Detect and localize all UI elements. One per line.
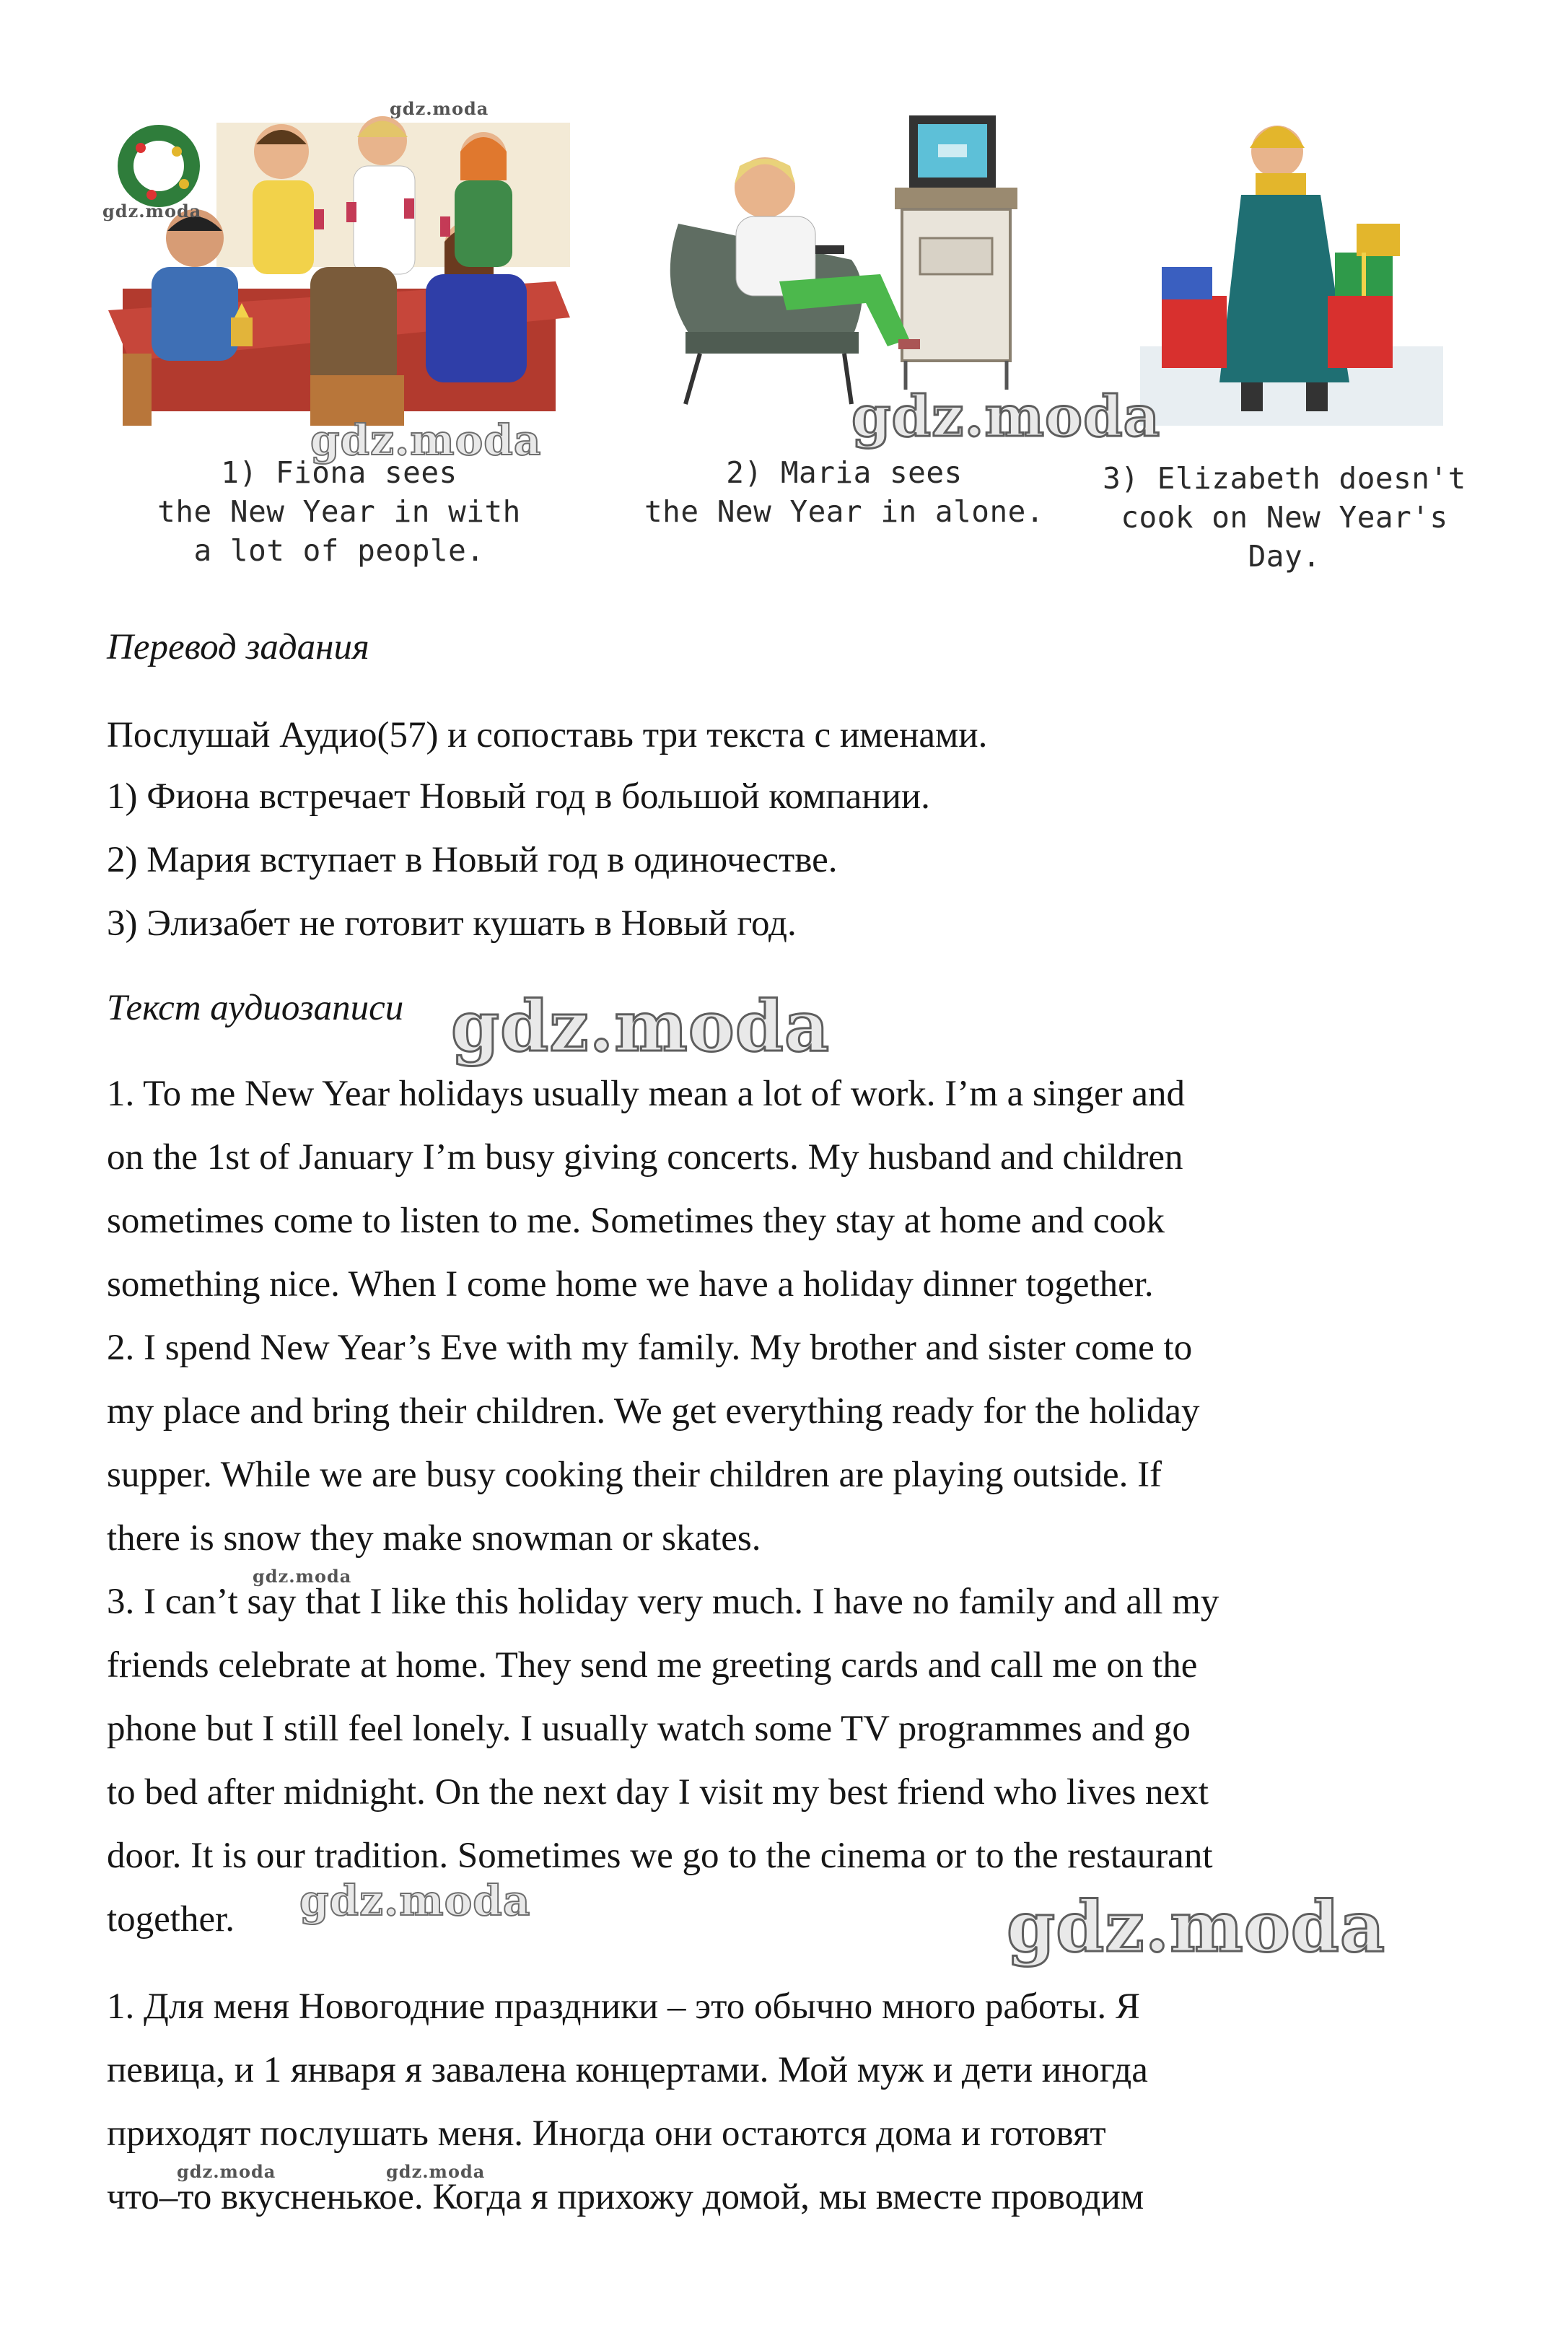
caption-elizabeth (1097, 459, 1472, 576)
caption-line: 3) Elizabeth doesn't (1103, 461, 1466, 496)
shopping-scene-image (1140, 108, 1443, 426)
audio-line: phone but I still feel lonely. I usually watch some TV programmes and go (107, 1709, 1191, 1749)
audio-line: my place and bring their children. We get everything ready for the holiday (107, 1391, 1200, 1432)
watermark-small: gdz.moda (102, 201, 202, 222)
audio-line: 1. To me New Year holidays usually mean a lot of work. I’m a singer and (107, 1074, 1186, 1114)
audio-line: 2. I spend New Year’s Eve with my family. My brother and sister come to (107, 1328, 1193, 1368)
russian-line: 1. Для меня Новогодние праздники – это обычно много работы. Я (107, 1986, 1140, 2027)
audio-line: 3. I can’t say that I like this holiday very much. I have no family and all my (107, 1582, 1219, 1622)
translation-line: Послушай Аудио(57) и сопоставь три текста с именами. (107, 715, 988, 755)
watermark: gdz.moda (299, 1876, 531, 1925)
caption-line: 2) Maria sees (726, 455, 963, 490)
watermark: gdz.moda (851, 384, 1161, 450)
audio-line: to bed after midnight. On the next day I visit my best friend who lives next (107, 1772, 1209, 1813)
audio-line: friends celebrate at home. They send me greeting cards and call me on the (107, 1645, 1198, 1686)
audio-line: on the 1st of January I’m busy giving concerts. My husband and children (107, 1137, 1183, 1178)
watermark-small: gdz.moda (253, 1566, 352, 1587)
watermark-small: gdz.moda (386, 2161, 486, 2182)
audio-line: sometimes come to listen to me. Sometimes they stay at home and cook (107, 1201, 1165, 1241)
audio-line: door. It is our tradition. Sometimes we go to the cinema or to the restaurant (107, 1836, 1213, 1876)
watermark: gdz.moda (310, 416, 542, 465)
tv-scene-image (635, 101, 1039, 419)
audio-line: supper. While we are busy cooking their children are playing outside. If (107, 1455, 1162, 1495)
translation-line: 3) Элизабет не готовит кушать в Новый год. (107, 903, 797, 944)
illustration-tv (635, 101, 1039, 419)
audio-line: there is snow they make snowman or skates. (107, 1518, 761, 1559)
translation-line: 2) Мария вступает в Новый год в одиночестве. (107, 840, 838, 880)
russian-line: что–то вкусненькое. Когда я прихожу домой, мы вместе проводим (107, 2177, 1144, 2217)
audio-heading: Текст аудиозаписи (107, 988, 404, 1028)
translation-heading: Перевод задания (107, 627, 369, 667)
caption-maria (621, 453, 1068, 531)
caption-fiona (108, 453, 570, 570)
watermark: gdz.moda (451, 986, 831, 1067)
audio-line: together. (107, 1899, 235, 1940)
caption-line: 1) Fiona sees (221, 455, 457, 490)
caption-line: the New Year in alone. (644, 494, 1045, 529)
translation-line: 1) Фиона встречает Новый год в большой компании. (107, 776, 930, 817)
watermark-small: gdz.moda (177, 2161, 276, 2182)
watermark-small: gdz.moda (390, 98, 489, 119)
caption-line: cook on New Year's (1121, 500, 1448, 535)
caption-line: the New Year in with (157, 494, 521, 529)
watermark: gdz.moda (1007, 1886, 1386, 1968)
caption-line: a lot of people. (193, 533, 485, 568)
illustration-party (102, 98, 570, 426)
russian-line: приходят послушать меня. Иногда они остаются дома и готовят (107, 2113, 1106, 2154)
party-scene-image (108, 101, 570, 426)
audio-line: something nice. When I come home we have a holiday dinner together. (107, 1264, 1154, 1305)
illustration-shopping (1140, 108, 1443, 426)
russian-line: певица, и 1 января я завалена концертами. Мой муж и дети иногда (107, 2050, 1148, 2090)
caption-line: Day. (1248, 539, 1321, 574)
